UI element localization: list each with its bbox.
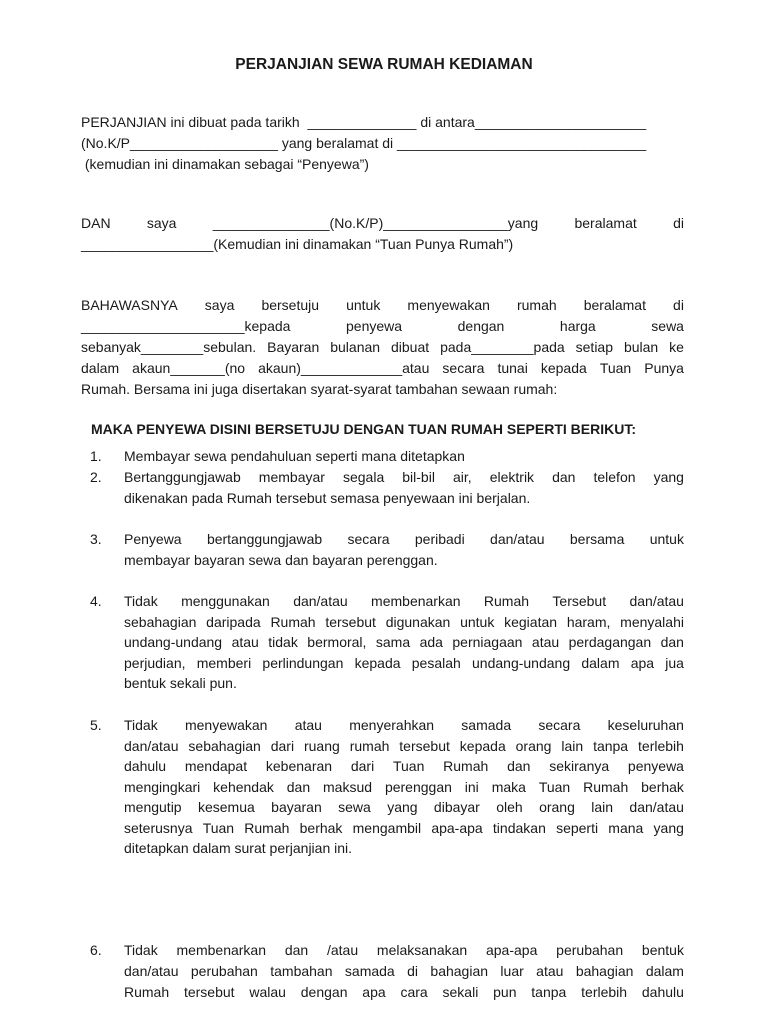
word: bil-bil [402,469,435,485]
word: bulanan [330,339,381,355]
word: kepada [540,360,587,376]
word: seterusnya [124,819,193,836]
term-number: 2. [90,469,102,485]
word: secara [538,717,581,733]
word: cara [400,984,428,1000]
term-text [124,940,684,1003]
word: /atau [326,942,359,958]
word: perubahan [190,963,258,979]
word: kepada [354,654,401,671]
intro-line-1: PERJANJIAN ini dibuat pada tarikh ______________ di antara______________________ [81,114,647,130]
word: dengan [457,318,505,334]
word: berhak [641,778,684,795]
word: mengambil [352,819,422,836]
word: samada [461,717,512,733]
word: untuk [649,531,684,547]
word: atau [531,634,560,650]
word: atau [294,717,322,733]
word: bersama [569,531,625,547]
word: tunai [497,360,528,376]
term-line: Membayar sewa pendahuluan seperti mana ditetapkan [124,448,465,464]
word: seperti [556,819,599,836]
word: bertanggungjawab [206,531,323,547]
word: atau [231,634,259,650]
word: membayar [258,469,325,485]
word: pada________pada [440,339,565,355]
word: bentuk [641,942,684,958]
word: Bertanggungjawab [124,469,241,485]
document-title: PERJANJIAN SEWA RUMAH KEDIAMAN [235,56,533,73]
word: dan/atau [490,531,545,547]
word: pesalah [411,654,461,671]
word: Tuan [392,758,425,774]
word: Tuan [599,360,632,376]
word: bayaran [271,799,322,815]
word: Rumah [483,593,530,609]
word: apa [630,654,655,671]
term-line [124,715,684,736]
word: mendapat [184,758,248,774]
word: elektrik [489,469,535,485]
word: daripada [206,613,261,630]
term-line [124,529,684,550]
word: apa-apa [485,942,538,958]
word: apa-apa [431,819,483,836]
word: membenarkan [371,593,461,609]
word: dalam [581,654,620,671]
word: secara [347,531,390,547]
word: digunakan [385,613,451,630]
term-line [124,777,684,798]
word: maksud [323,778,373,795]
dan-word: _______________(No.K/P)________________yang [212,215,539,231]
word: pun [493,984,517,1000]
dan-word: beralamat [574,215,637,231]
word: setiap [575,339,613,355]
word: haram, [566,613,611,630]
word: lain [591,799,614,815]
word: ke [669,339,684,355]
word: orang [515,737,552,754]
intro-line-3: (kemudian ini dinamakan sebagai “Penyewa”) [81,156,369,172]
term-line [124,591,684,612]
word: atau [536,963,564,979]
word: dan [286,778,311,795]
word: tindakan [492,819,546,836]
dan-word: saya [146,215,177,231]
word: maka [491,778,526,795]
word: sebanyak________sebulan. [81,339,257,355]
word: untuk [346,297,381,313]
word: BAHAWASNYA [81,297,178,313]
term-number: 4. [90,593,102,609]
word: jua [665,654,684,671]
word: Tersebut [552,593,607,609]
word: dan/atau [124,963,179,979]
word: walau [249,984,286,1000]
word: dan/atau [124,737,179,754]
word: rumah [516,297,557,313]
word: sekiranya [549,758,610,774]
word: undang-undang [124,634,223,650]
term-line [124,797,684,818]
word: perenggan [384,778,452,795]
dan-paragraph [81,213,684,255]
word: mengutip [124,799,182,815]
word: dan [284,942,309,958]
term-line [124,736,684,757]
word: akaun)_____________atau [258,360,430,376]
word: Rumah [583,778,629,795]
word: sewa [651,318,684,334]
word: perjudian, [124,654,186,671]
word: bahagian [430,963,489,979]
word: Rumah [244,819,290,836]
word: di [673,297,684,313]
word: keseluruhan [607,717,684,733]
word: dan [507,758,531,774]
word: bersetuju [261,297,320,313]
term-number: 5. [90,717,102,733]
word: menggunakan [181,593,270,609]
word: tanpa [593,737,629,754]
term-line: ditetapkan dalam surat perjanjian ini. [124,840,353,856]
word: dan [660,634,684,650]
word: dan [552,469,576,485]
word: menyewakan [184,717,268,733]
word: mana [608,819,644,836]
word: undang-undang [472,654,571,671]
word: kegiatan [504,613,558,630]
word: dan/atau [629,799,684,815]
word: di [407,963,419,979]
word: dibayar [433,799,480,815]
word: akaun_______(no [132,360,246,376]
word: yang [387,799,418,815]
word: oleh [496,799,523,815]
word: apa [362,984,386,1000]
word: _____________________kepada [81,318,291,334]
word: tanpa [531,984,567,1000]
word: Tuan [202,819,235,836]
word: telefon [593,469,636,485]
word: dahulu [641,984,684,1000]
word: secara [442,360,485,376]
word: dahulu [124,758,167,774]
term-line: dikenakan pada Rumah tersebut semasa penyewaan ini berjalan. [124,490,531,506]
word: penyewa [627,758,684,774]
word: yang [653,819,684,836]
term-text [124,591,684,694]
word: dalam [645,963,684,979]
word: menyalahi [620,613,684,630]
bahawasnya-line-5: Rumah. Bersama ini juga disertakan syarat-syarat tambahan sewaan rumah: [81,381,558,397]
word: Penyewa [124,531,182,547]
intro-paragraph [81,112,684,175]
word: Rumah [443,758,489,774]
word: rumah [349,737,390,754]
bahawasnya-line-3 [81,337,684,358]
word: tersebut [183,984,235,1000]
terms-heading: MAKA PENYEWA DISINI BERSETUJU DENGAN TUAN RUMAH SEPERTI BERIKUT: [91,421,636,437]
word: Tidak [124,717,158,733]
word: kepada [459,737,506,754]
word: dalam [81,360,120,376]
word: bulan [623,339,659,355]
word: tambahan [270,963,333,979]
word: yang [653,469,684,485]
word: perdagangan [568,634,652,650]
term-line [124,467,684,488]
word: dan/atau [629,593,684,609]
word: perubahan [556,942,624,958]
term-line [124,940,684,961]
word: sebahagian [188,737,261,754]
term-text [124,446,684,467]
word: untuk [460,613,495,630]
word: ini [464,778,479,795]
term-line: membayar bayaran sewa dan bayaran perenggan. [124,552,438,568]
word: air, [452,469,472,485]
word: kesemua [197,799,255,815]
dan-line-1 [81,213,684,234]
term-number: 1. [90,448,102,464]
word: beralamat [583,297,646,313]
word: dengan [300,984,348,1000]
word: ada [419,634,443,650]
word: saya [204,297,235,313]
term-line [124,612,684,633]
word: orang [539,799,575,815]
word: membenarkan [176,942,267,958]
word: Tidak [124,942,158,958]
word: tersebut [399,737,450,754]
bahawasnya-line-1 [81,295,684,316]
word: sama [375,634,411,650]
word: Tidak [124,593,158,609]
term-line [124,961,684,982]
word: dan/atau [293,593,348,609]
bahawasnya-paragraph [81,295,684,400]
word: bermoral, [307,634,367,650]
word: peribadi [414,531,465,547]
word: luar [500,963,524,979]
word: Tuan [538,778,571,795]
word: dibuat [391,339,430,355]
term-line [124,818,684,839]
word: bahagian [575,963,634,979]
word: sekali [442,984,479,1000]
word: berhak [299,819,343,836]
word: memberi [196,654,252,671]
word: menyerahkan [349,717,435,733]
word: perlindungan [262,654,344,671]
word: dari [350,758,375,774]
word: terlebih [638,737,684,754]
word: Bayaran [267,339,320,355]
word: mengingkari [124,778,201,795]
term-text [124,715,684,859]
word: melaksanakan [376,942,468,958]
term-line [124,982,684,1003]
dan-line-2: _________________(Kemudian ini dinamakan “Tuan Punya Rumah”) [81,236,514,252]
term-line: bentuk sekali pun. [124,675,237,691]
word: tidak [268,634,298,650]
term-text [124,467,684,509]
word: tersebut [325,613,376,630]
word: perniagaan [452,634,523,650]
word: terlebih [581,984,628,1000]
word: lain [561,737,584,754]
word: Rumah [124,984,170,1000]
word: dari [270,737,295,754]
word: samada [344,963,395,979]
dan-word: di [673,215,684,231]
term-text [124,529,684,571]
word: Rumah [270,613,316,630]
bahawasnya-line-2 [81,316,684,337]
word: harga [559,318,596,334]
word: ruang [303,737,340,754]
word: menyewakan [407,297,490,313]
word: kehendak [213,778,274,795]
word: penyewa [346,318,403,334]
word: segala [342,469,385,485]
term-line [124,653,684,674]
word: kebenaran [265,758,333,774]
term-line [124,756,684,777]
dan-word: DAN [81,215,111,231]
term-number: 3. [90,531,102,547]
word: sebahagian [124,613,197,630]
word: Punya [644,360,684,376]
bahawasnya-line-4 [81,358,684,379]
term-line [124,632,684,653]
intro-line-2: (No.K/P___________________ yang beralamat di ________________________________ [81,135,647,151]
word: sewa [338,799,371,815]
term-number: 6. [90,942,102,958]
